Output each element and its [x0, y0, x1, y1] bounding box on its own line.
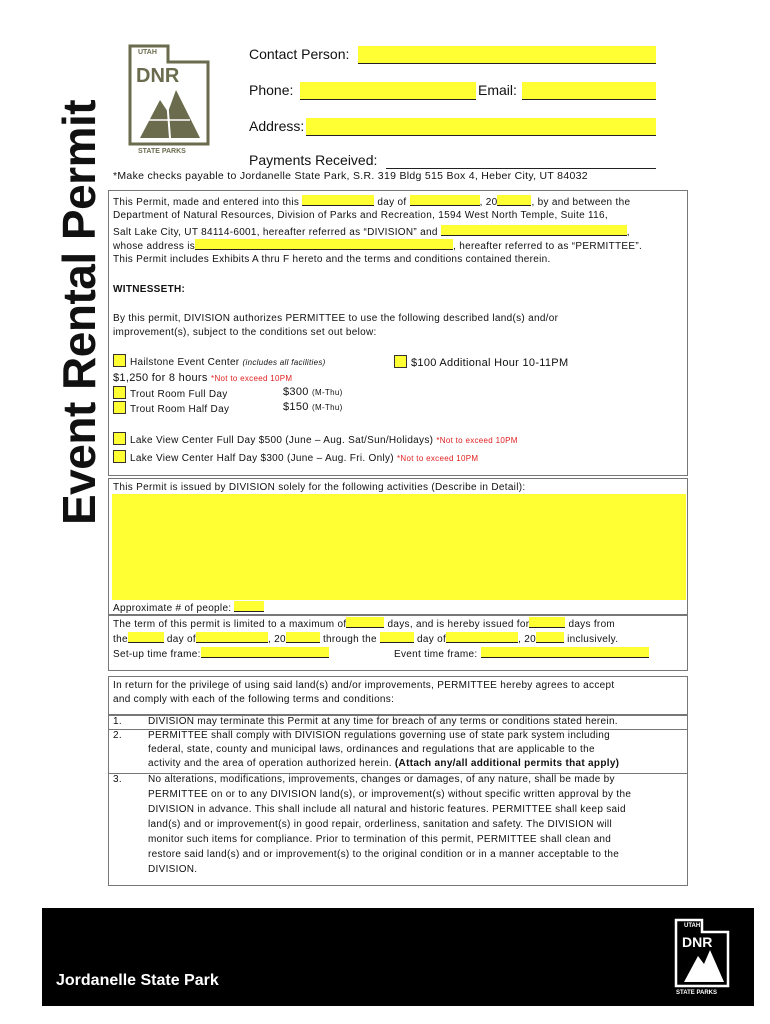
logo-utah: UTAH — [138, 49, 157, 56]
phone-label: Phone: — [249, 82, 294, 98]
trout-half-checkbox[interactable] — [113, 401, 126, 414]
intro-line-7: improvement(s), subject to the conditions set out below: — [113, 327, 377, 338]
term-3-line-d: land(s) and or improvement(s) in good repair, orderliness, sanitation and safety. The DIVISION will — [148, 819, 612, 830]
issued-days-field[interactable] — [529, 617, 565, 628]
term-3-line-e: monitor such items for compliance. Prior to termination of this permit, PERMITTEE shall clean and — [148, 834, 612, 845]
footer-logo-dnr: DNR — [682, 934, 713, 950]
day-field[interactable] — [302, 195, 374, 206]
footer-logo — [672, 916, 732, 998]
term-line-3: Set-up time frame: — [113, 647, 329, 660]
logo-dnr: DNR — [136, 65, 180, 87]
permittee-address-field[interactable] — [195, 239, 453, 250]
address-field[interactable] — [306, 118, 656, 136]
lake-half-checkbox[interactable] — [113, 450, 126, 463]
option-lake-half: Lake View Center Half Day $300 (June – Aug. Fri. Only) *Not to exceed 10PM — [113, 450, 478, 464]
term-2-line-b: federal, state, county and municipal laws, ordinances and regulations that are applicable to the — [148, 744, 595, 755]
activities-field[interactable] — [112, 494, 686, 600]
contact-field[interactable] — [358, 46, 656, 64]
option-trout-full: Trout Room Full Day $300 (M-Thu) — [113, 386, 228, 400]
start-year-field[interactable] — [286, 632, 320, 643]
permittee-name-field[interactable] — [441, 225, 627, 236]
term-2-number: 2. — [113, 730, 122, 741]
intro-line-2: Department of Natural Resources, Division of Parks and Recreation, 1594 West North Temple, Suite 116, — [113, 210, 608, 221]
intro-line-5: This Permit includes Exhibits A thru F hereto and the terms and conditions contained therein. — [113, 254, 551, 265]
address-label: Address: — [249, 118, 305, 134]
term-line-2: the day of , 20 through the day of , 20 inclusively. — [113, 634, 619, 645]
vertical-title: Event Rental Permit — [53, 99, 105, 525]
checks-note: *Make checks payable to Jordanelle State Park, S.R. 319 Bldg 515 Box 4, Heber City, UT 84032 — [113, 170, 588, 182]
setup-time-field[interactable] — [201, 647, 329, 658]
intro-line-1: This Permit, made and entered into this day of , 20 , by and between the — [113, 197, 631, 208]
term-3-line-a: No alterations, modifications, improvements, changes or damages, of any nature, shall be made by — [148, 774, 615, 785]
term-3-line-c: DIVISION in advance. This shall include all natural and historic features. PERMITTEE shall keep said — [148, 804, 626, 815]
lake-full-checkbox[interactable] — [113, 432, 126, 445]
intro-line-6: By this permit, DIVISION authorizes PERMITTEE to use the following described land(s) and/or — [113, 313, 559, 324]
phone-field[interactable] — [300, 82, 476, 100]
end-year-field[interactable] — [536, 632, 564, 643]
intro-line-3: Salt Lake City, UT 84114-6001, hereafter referred as “DIVISION” and , — [113, 227, 630, 238]
event-time-field[interactable] — [481, 647, 649, 658]
dnr-logo — [120, 40, 212, 158]
payments-label: Payments Received: — [249, 152, 378, 168]
option-additional-hour: $100 Additional Hour 10-11PM — [394, 355, 568, 369]
email-label: Email: — [478, 82, 517, 98]
term-line-1: The term of this permit is limited to a maximum of days, and is hereby issued for days from — [113, 619, 616, 630]
month-field[interactable] — [410, 195, 480, 206]
logo-state-parks: STATE PARKS — [138, 148, 186, 155]
option-hailstone: Hailstone Event Center (includes all facilities) — [113, 354, 326, 368]
term-1-number: 1. — [113, 716, 122, 727]
payments-field[interactable] — [386, 152, 656, 169]
start-month-field[interactable] — [196, 632, 268, 643]
email-field[interactable] — [522, 82, 656, 100]
term-2-line-c: activity and the area of operation authorized herein. (Attach any/all additional permits that apply) — [148, 758, 620, 769]
footer-logo-utah: UTAH — [684, 923, 701, 929]
term-3-number: 3. — [113, 774, 122, 785]
additional-hour-checkbox[interactable] — [394, 355, 407, 368]
option-lake-full: Lake View Center Full Day $500 (June – Aug. Sat/Sun/Holidays) *Not to exceed 10PM — [113, 432, 518, 446]
term-3-line-f: restore said land(s) and or improvement(s) to the original condition or in a manner acceptable to the — [148, 849, 620, 860]
people-row: Approximate # of people: — [113, 601, 264, 614]
max-days-field[interactable] — [346, 617, 384, 628]
term-3-line-g: DIVISION. — [148, 864, 198, 875]
trout-full-checkbox[interactable] — [113, 386, 126, 399]
end-day-field[interactable] — [380, 632, 414, 643]
witnesseth: WITNESSETH: — [113, 284, 186, 295]
intro-line-4: whose address is , hereafter referred to as “PERMITTEE”. — [113, 241, 643, 252]
footer-bar — [42, 908, 754, 1006]
footer-park-name: Jordanelle State Park — [56, 972, 219, 989]
contact-label: Contact Person: — [249, 46, 350, 62]
people-field[interactable] — [234, 601, 264, 612]
year-field[interactable] — [497, 195, 531, 206]
terms-intro-2: and comply with each of the following terms and conditions: — [113, 694, 395, 705]
hailstone-price: $1,250 for 8 hours *Not to exceed 10PM — [113, 372, 293, 384]
start-day-field[interactable] — [128, 632, 164, 643]
end-month-field[interactable] — [446, 632, 518, 643]
term-2-line-a: PERMITTEE shall comply with DIVISION regulations governing use of state park system including — [148, 730, 610, 741]
event-time-row: Event time frame: — [394, 647, 649, 660]
terms-intro-1: In return for the privilege of using said land(s) and/or improvements, PERMITTEE hereby agrees to accept — [113, 680, 615, 691]
option-trout-half: Trout Room Half Day $150 (M-Thu) — [113, 401, 229, 415]
hailstone-checkbox[interactable] — [113, 354, 126, 367]
term-3-line-b: PERMITTEE on or to any DIVISION land(s), or improvement(s) without specific written approval by the — [148, 789, 632, 800]
term-1-text: DIVISION may terminate this Permit at any time for breach of any terms or conditions stated herein. — [148, 716, 618, 727]
footer-logo-state-parks: STATE PARKS — [676, 990, 718, 996]
activities-label: This Permit is issued by DIVISION solely for the following activities (Describe in Detail): — [113, 482, 526, 493]
